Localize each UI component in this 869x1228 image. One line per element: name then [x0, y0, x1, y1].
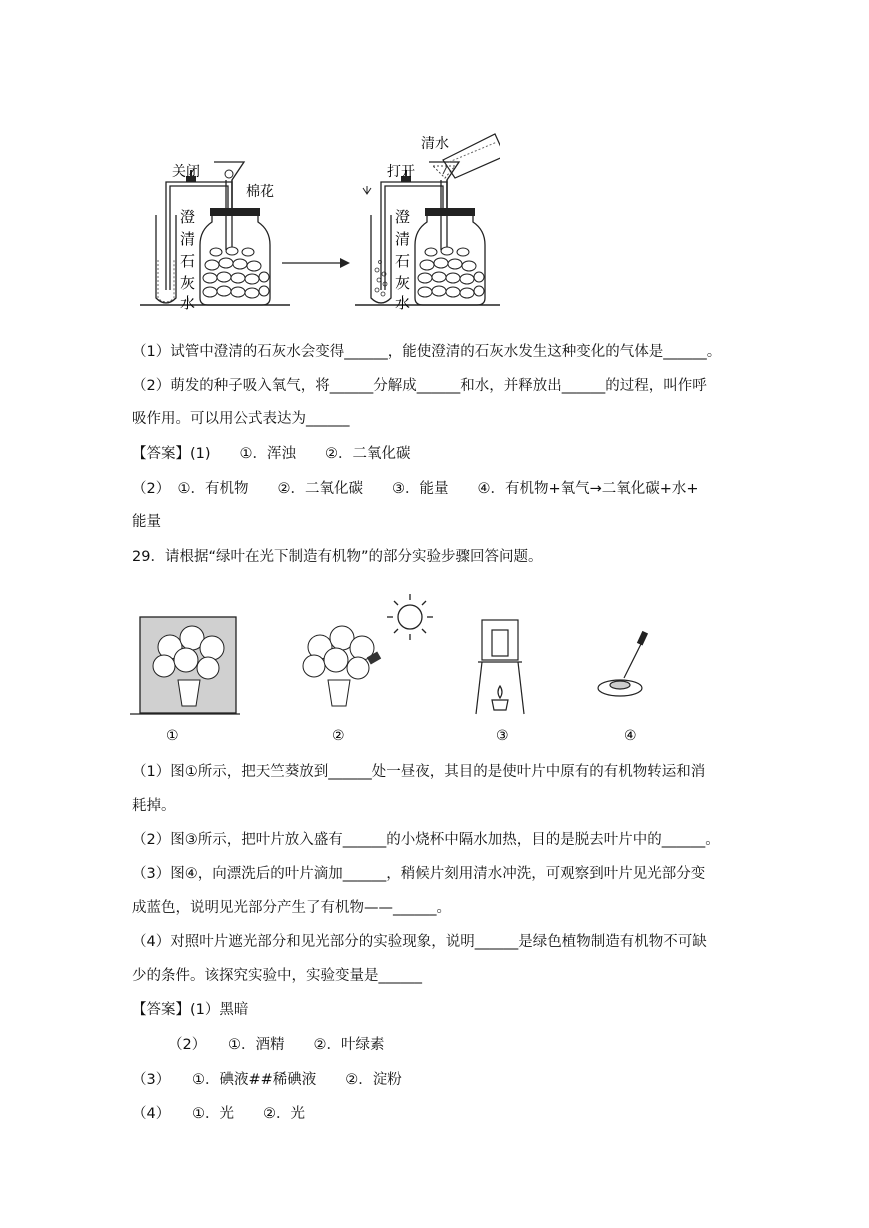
arrow-right-icon	[282, 258, 350, 268]
sun-icon	[387, 594, 433, 640]
photosynthesis-steps-figure	[130, 582, 650, 747]
q28-answer-line2: （2） ①．有机物 ②．二氧化碳 ③．能量 ④．有机物+氧气→二氧化碳+水+	[132, 481, 699, 497]
q29-answer-line3: （3） ①．碘液##稀碘液 ②．淀粉	[132, 1072, 402, 1088]
q29-sub2: （2）图③所示，把叶片放入盛有______的小烧杯中隔水加热，目的是脱去叶片中的______。	[132, 832, 720, 848]
limewater-char: 清	[395, 230, 411, 248]
q29-sub1-line1: （1）图①所示，把天竺葵放到______处一昼夜，其目的是使叶片中原有的有机物转运和消	[132, 764, 706, 780]
q29-sub4-line1: （4）对照叶片遮光部分和见光部分的实验现象，说明______是绿色植物制造有机物不可缺	[132, 934, 707, 950]
apparatus-before	[140, 162, 290, 312]
limewater-char: 灰	[180, 274, 196, 292]
label-open: 打开	[387, 164, 415, 180]
limewater-char: 澄	[395, 208, 411, 226]
figure-label-2: ②	[332, 728, 345, 744]
limewater-char: 灰	[395, 274, 411, 292]
q29-answer-line4: （4） ①．光 ②．光	[132, 1106, 305, 1122]
figure-label-4: ④	[624, 728, 637, 744]
apparatus-after	[355, 134, 500, 312]
label-water: 清水	[421, 136, 449, 152]
figure-label-3: ③	[496, 728, 509, 744]
step3-water-bath	[476, 620, 524, 714]
limewater-char: 石	[395, 252, 411, 270]
q29-sub1-line2: 耗掉。	[132, 798, 176, 814]
limewater-char: 石	[180, 252, 196, 270]
step2-sunlight-plant	[303, 594, 433, 706]
limewater-char: 水	[180, 294, 196, 312]
label-cotton: 棉花	[246, 184, 274, 200]
limewater-char: 水	[395, 294, 411, 312]
q28-sub2-line1: （2）萌发的种子吸入氧气，将______分解成______和水，并释放出______的过程，叫作呼	[132, 378, 707, 394]
step1-dark-plant	[130, 617, 240, 714]
step4-dish-dropper	[598, 632, 647, 696]
label-close: 关闭	[172, 164, 200, 180]
q29-answer-line2: （2） ①．酒精 ②．叶绿素	[168, 1037, 385, 1053]
q29-answer-line1: 【答案】(1）黑暗	[132, 1002, 249, 1018]
q28-answer-line3: 能量	[132, 514, 161, 530]
q29-sub3-line1: （3）图④，向漂洗后的叶片滴加______，稍候片刻用清水冲洗，可观察到叶片见光部分变	[132, 866, 706, 882]
q28-answer-line1: 【答案】(1) ①．浑浊 ②．二氧化碳	[132, 446, 411, 462]
figure-label-1: ①	[166, 728, 179, 744]
water-beaker-icon	[443, 134, 500, 178]
limewater-char: 澄	[180, 208, 196, 226]
respiration-experiment-figure	[140, 130, 500, 315]
q29-sub4-line2: 少的条件。该探究实验中，实验变量是______	[132, 968, 422, 984]
q28-sub1: （1）试管中澄清的石灰水会变得______，能使澄清的石灰水发生这种变化的气体是______。	[132, 344, 722, 360]
q29-title: 29．请根据“绿叶在光下制造有机物”的部分实验步骤回答问题。	[132, 549, 543, 565]
q29-sub3-line2: 成蓝色，说明见光部分产生了有机物——______。	[132, 900, 451, 916]
limewater-char: 清	[180, 230, 196, 248]
q28-sub2-line2: 吸作用。可以用公式表达为______	[132, 411, 350, 427]
